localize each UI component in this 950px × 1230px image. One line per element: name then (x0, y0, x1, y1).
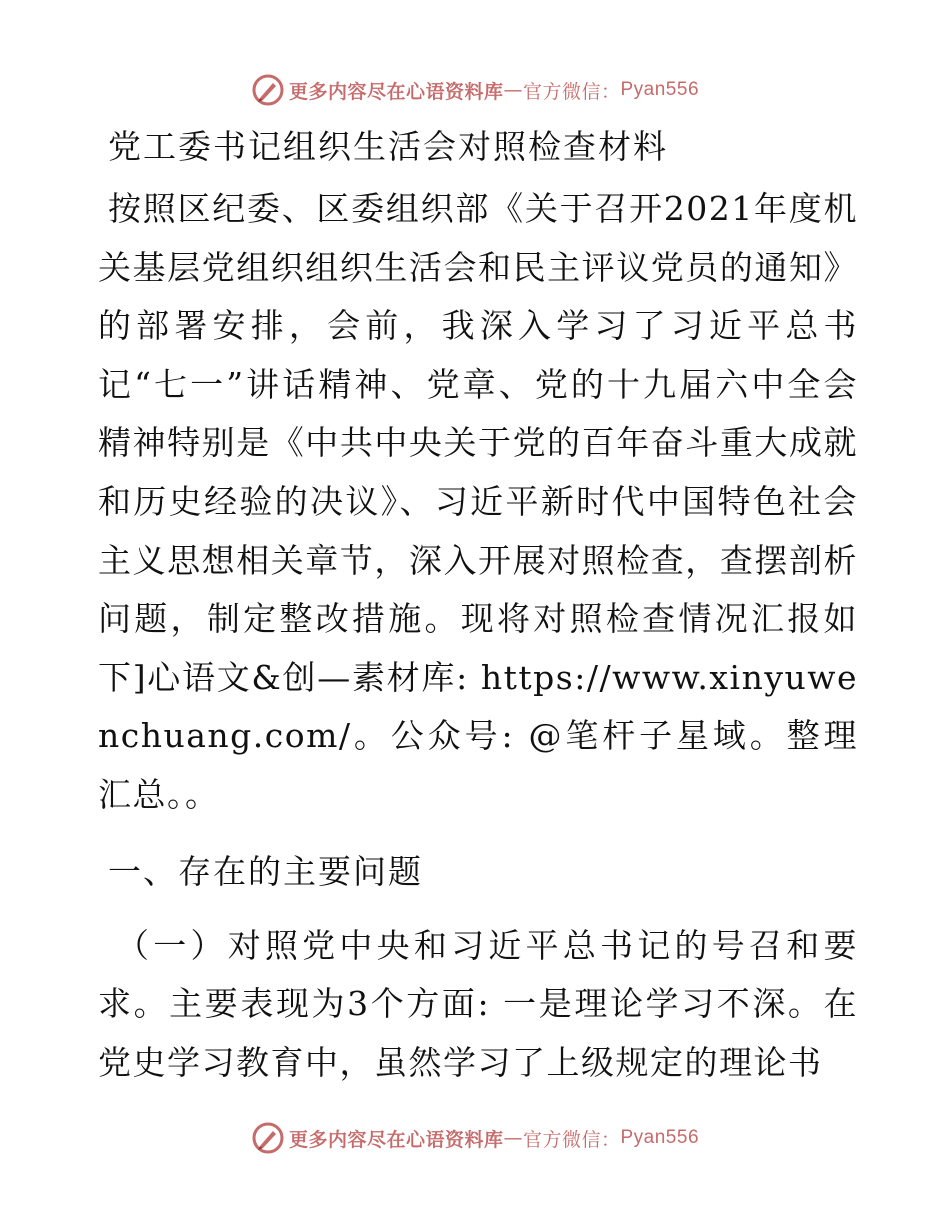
pen-circle-logo-icon (251, 73, 285, 107)
section-heading: 一、存在的主要问题 (108, 851, 423, 891)
banner-sub-text: 官方微信： (522, 1128, 621, 1151)
paragraph-issues: （一）对照党中央和习近平总书记的号召和要求。主要表现为3个方面: 一是理论学习不深。在党史学习教育中，虽然学习了上级规定的理论书 (98, 925, 858, 1082)
banner-wechat-id: Pyan556 (620, 79, 700, 100)
document-title: 党工委书记组织生活会对照检查材料 (108, 127, 668, 166)
header-banner (0, 70, 950, 110)
banner-dash: — (503, 1127, 523, 1149)
banner-main-text: 更多内容尽在心语资料库 (288, 80, 504, 103)
banner-sub-text: 官方微信： (522, 80, 621, 103)
document-body (98, 122, 858, 1092)
banner-dash: — (503, 79, 523, 101)
pen-circle-logo-icon (251, 1121, 285, 1155)
paragraph-intro: 按照区纪委、区委组织部《关于召开2021年度机关基层党组织组织生活会和民主评议党员的通知》的部署安排，会前，我深入学习了习近平总书记“七一”讲话精神、党章、党的十九届六中全会精神特别是《中共中央关于党的百年奋斗重大成就和历史经验的决议》、习近平新时代中国特色社会主义思想相关章节，深入开展对照检查，查摆剖析问题，制定整改措施。现将对照检查情况汇报如下]心语文&创—素材库: https://www.xinyuwenchuang.com/。公众号: @笔杆子星域。整理汇总。。 (98, 189, 858, 814)
banner-main-text: 更多内容尽在心语资料库 (288, 1128, 504, 1151)
footer-banner (0, 1118, 950, 1158)
banner-wechat-id: Pyan556 (620, 1127, 700, 1148)
